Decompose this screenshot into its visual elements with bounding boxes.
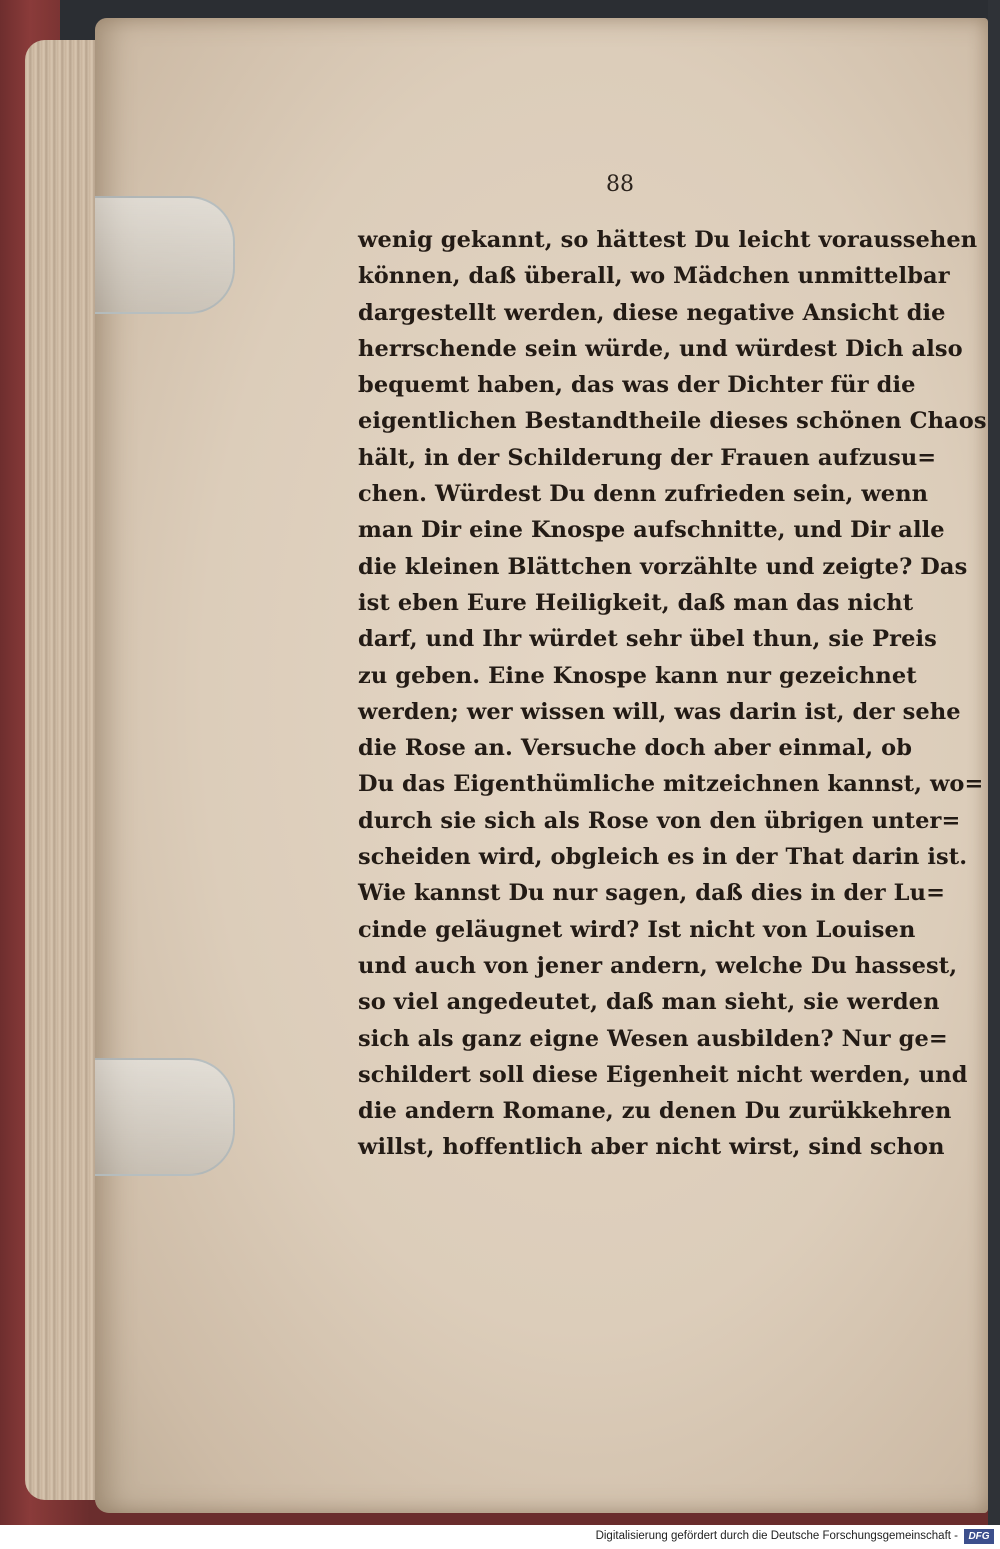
text-line: die andern Romane, zu denen Du zurükkehren <box>358 1098 952 1125</box>
text-line: können, daß überall, wo Mädchen unmittelbar <box>358 263 950 290</box>
page-number: 88 <box>606 172 634 197</box>
text-line: die Rose an. Versuche doch aber einmal, ob <box>358 735 913 762</box>
text-line: Du das Eigenthümliche mitzeichnen kannst, wo= <box>358 771 984 798</box>
scanner-background-right <box>988 0 1000 1525</box>
text-line: werden; wer wissen will, was darin ist, der sehe <box>358 698 961 725</box>
body-text <box>358 222 987 1166</box>
text-line: sich als ganz eigne Wesen ausbilden? Nur ge= <box>358 1025 948 1052</box>
text-line: chen. Würdest Du denn zufrieden sein, wenn <box>358 481 929 508</box>
paper-clip-icon <box>95 196 235 314</box>
text-line: wenig gekannt, so hättest Du leicht voraussehen <box>358 227 978 253</box>
text-line: man Dir eine Knospe aufschnitte, und Dir alle <box>358 517 945 544</box>
text-line: Wie kannst Du nur sagen, daß dies in der Lu= <box>358 880 946 907</box>
text-line: eigentlichen Bestandtheile dieses schönen Chaos <box>358 408 987 435</box>
text-line: so viel angedeutet, daß man sieht, sie werden <box>358 989 940 1016</box>
text-line: ist eben Eure Heiligkeit, daß man das nicht <box>358 589 914 616</box>
text-line: bequemt haben, das was der Dichter für die <box>358 372 916 399</box>
text-line: zu geben. Eine Knospe kann nur gezeichnet <box>358 662 917 689</box>
text-line: herrschende sein würde, und würdest Dich also <box>358 335 963 362</box>
text-line: cinde geläugnet wird? Ist nicht von Louisen <box>358 916 916 943</box>
text-line: hält, in der Schilderung der Frauen aufzusu= <box>358 444 937 471</box>
funding-credit: Digitalisierung gefördert durch die Deutsche Forschungsgemeinschaft - <box>595 1530 958 1542</box>
dfg-logo: DFG <box>964 1529 994 1544</box>
text-line: schildert soll diese Eigenheit nicht werden, und <box>358 1061 968 1088</box>
text-line: und auch von jener andern, welche Du hassest, <box>358 952 958 979</box>
text-line: die kleinen Blättchen vorzählte und zeigte? Das <box>358 553 968 580</box>
footer-bar <box>0 1525 1000 1549</box>
text-line: willst, hoffentlich aber nicht wirst, sind schon <box>358 1134 945 1161</box>
text-line: scheiden wird, obgleich es in der That darin ist. <box>358 844 968 871</box>
text-line: dargestellt werden, diese negative Ansicht die <box>358 299 946 326</box>
paper-clip-icon <box>95 1058 235 1176</box>
text-line: darf, und Ihr würdet sehr übel thun, sie Preis <box>358 626 937 653</box>
text-line: durch sie sich als Rose von den übrigen unter= <box>358 807 961 834</box>
